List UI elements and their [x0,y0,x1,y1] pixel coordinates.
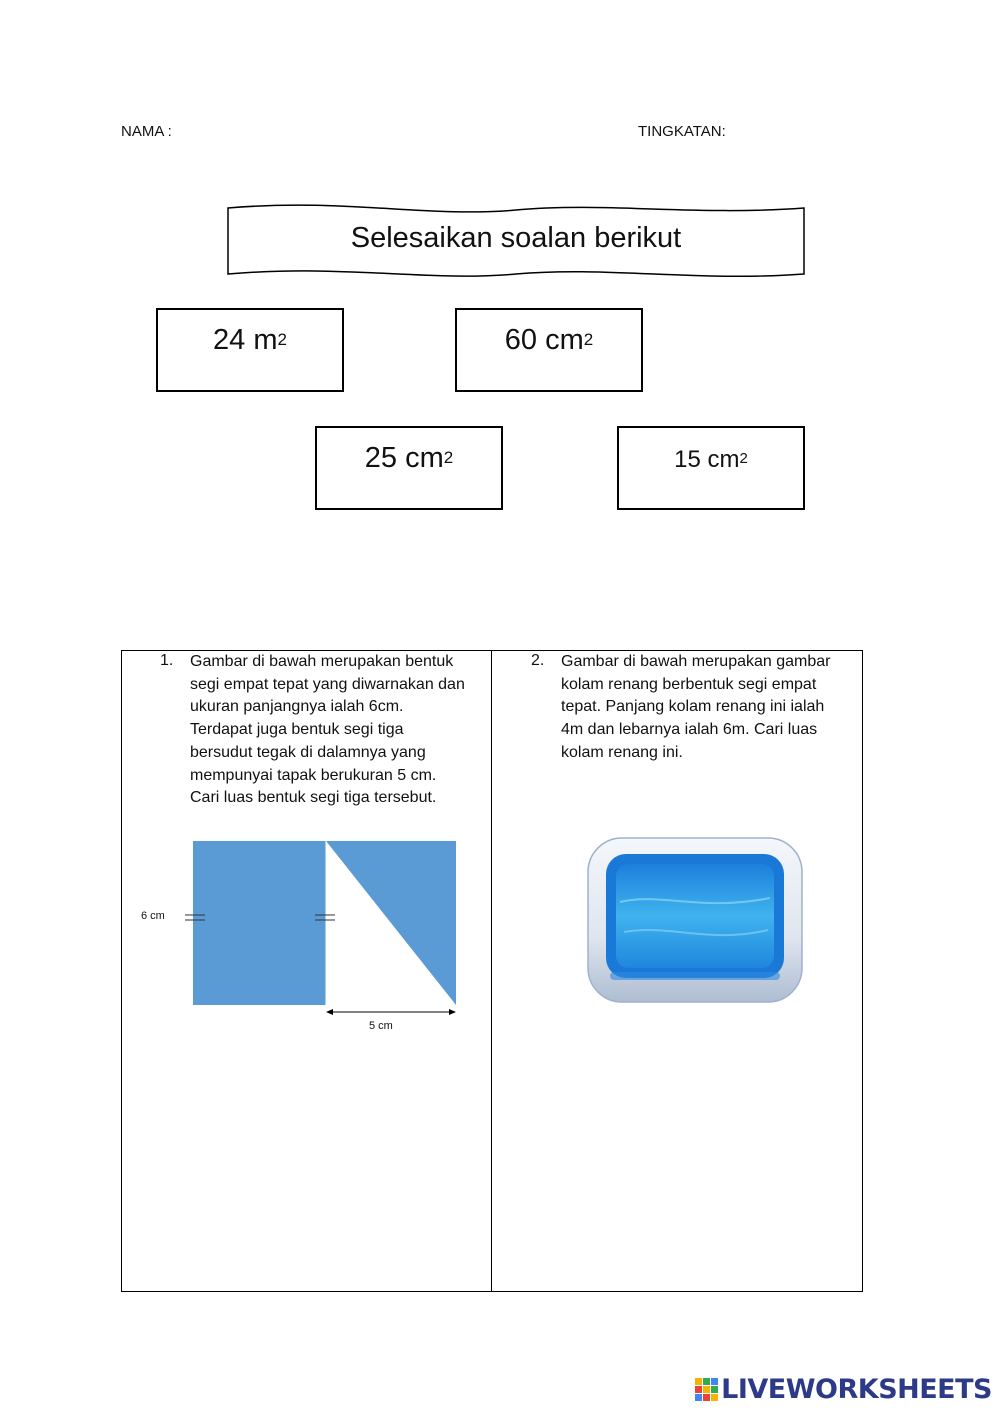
question-line: 4m dan lebarnya ialah 6m. Cari luas [561,721,818,739]
question-line: tepat. Panjang kolam renang ini ialah [561,698,825,716]
liveworksheets-logo-icon [695,1378,719,1402]
answer-exponent: 2 [277,330,287,349]
question-line: Gambar di bawah merupakan bentuk [190,653,454,670]
question-1-text [190,651,486,810]
base-label: 5 cm [369,1020,393,1032]
question-2-number: 2. [531,652,545,669]
question-line: kolam renang berbentuk segi empat [561,675,817,693]
question-line: bersudut tegak di dalamnya yang [190,743,426,761]
table-divider [491,650,492,1292]
height-label: 6 cm [141,910,165,922]
question-line: Gambar di bawah merupakan gambar [561,653,831,670]
arrow-head-left [326,1009,333,1015]
answer-exponent: 2 [443,448,454,467]
answer-exponent: 2 [739,450,748,467]
brand-text: LIVEWORKSHEETS [721,1374,992,1405]
answer-value: 60 cm [504,324,584,356]
answer-value: 15 cm [674,446,740,473]
question-line: ukuran panjangnya ialah 6cm. [190,698,404,716]
inflatable-pool-image [580,832,810,1008]
class-label: TINGKATAN: [638,123,726,140]
brand-logo [695,1374,992,1405]
answer-exponent: 2 [583,330,594,349]
question-line: Terdapat juga bentuk segi tiga [190,721,404,739]
question-line: kolam renang ini. [561,743,683,761]
question-line: mempunyai tapak berukuran 5 cm. [190,766,437,784]
answer-box-1[interactable] [156,308,344,392]
name-label: NAMA : [121,123,172,140]
answer-box-4[interactable] [617,426,805,510]
question-line: segi empat tepat yang diwarnakan dan [190,675,465,693]
question-1-number: 1. [160,652,174,669]
banner-title: Selesaikan soalan berikut [350,222,682,254]
answer-value: 24 m [213,324,278,356]
arrow-head-right [449,1009,456,1015]
question-2-text [561,651,857,765]
answer-value: 25 cm [364,442,444,474]
question-line: Cari luas bentuk segi tiga tersebut. [190,789,437,807]
answer-box-3[interactable] [315,426,503,510]
answer-box-2[interactable] [455,308,643,392]
rectangle-triangle-figure [130,835,470,1045]
